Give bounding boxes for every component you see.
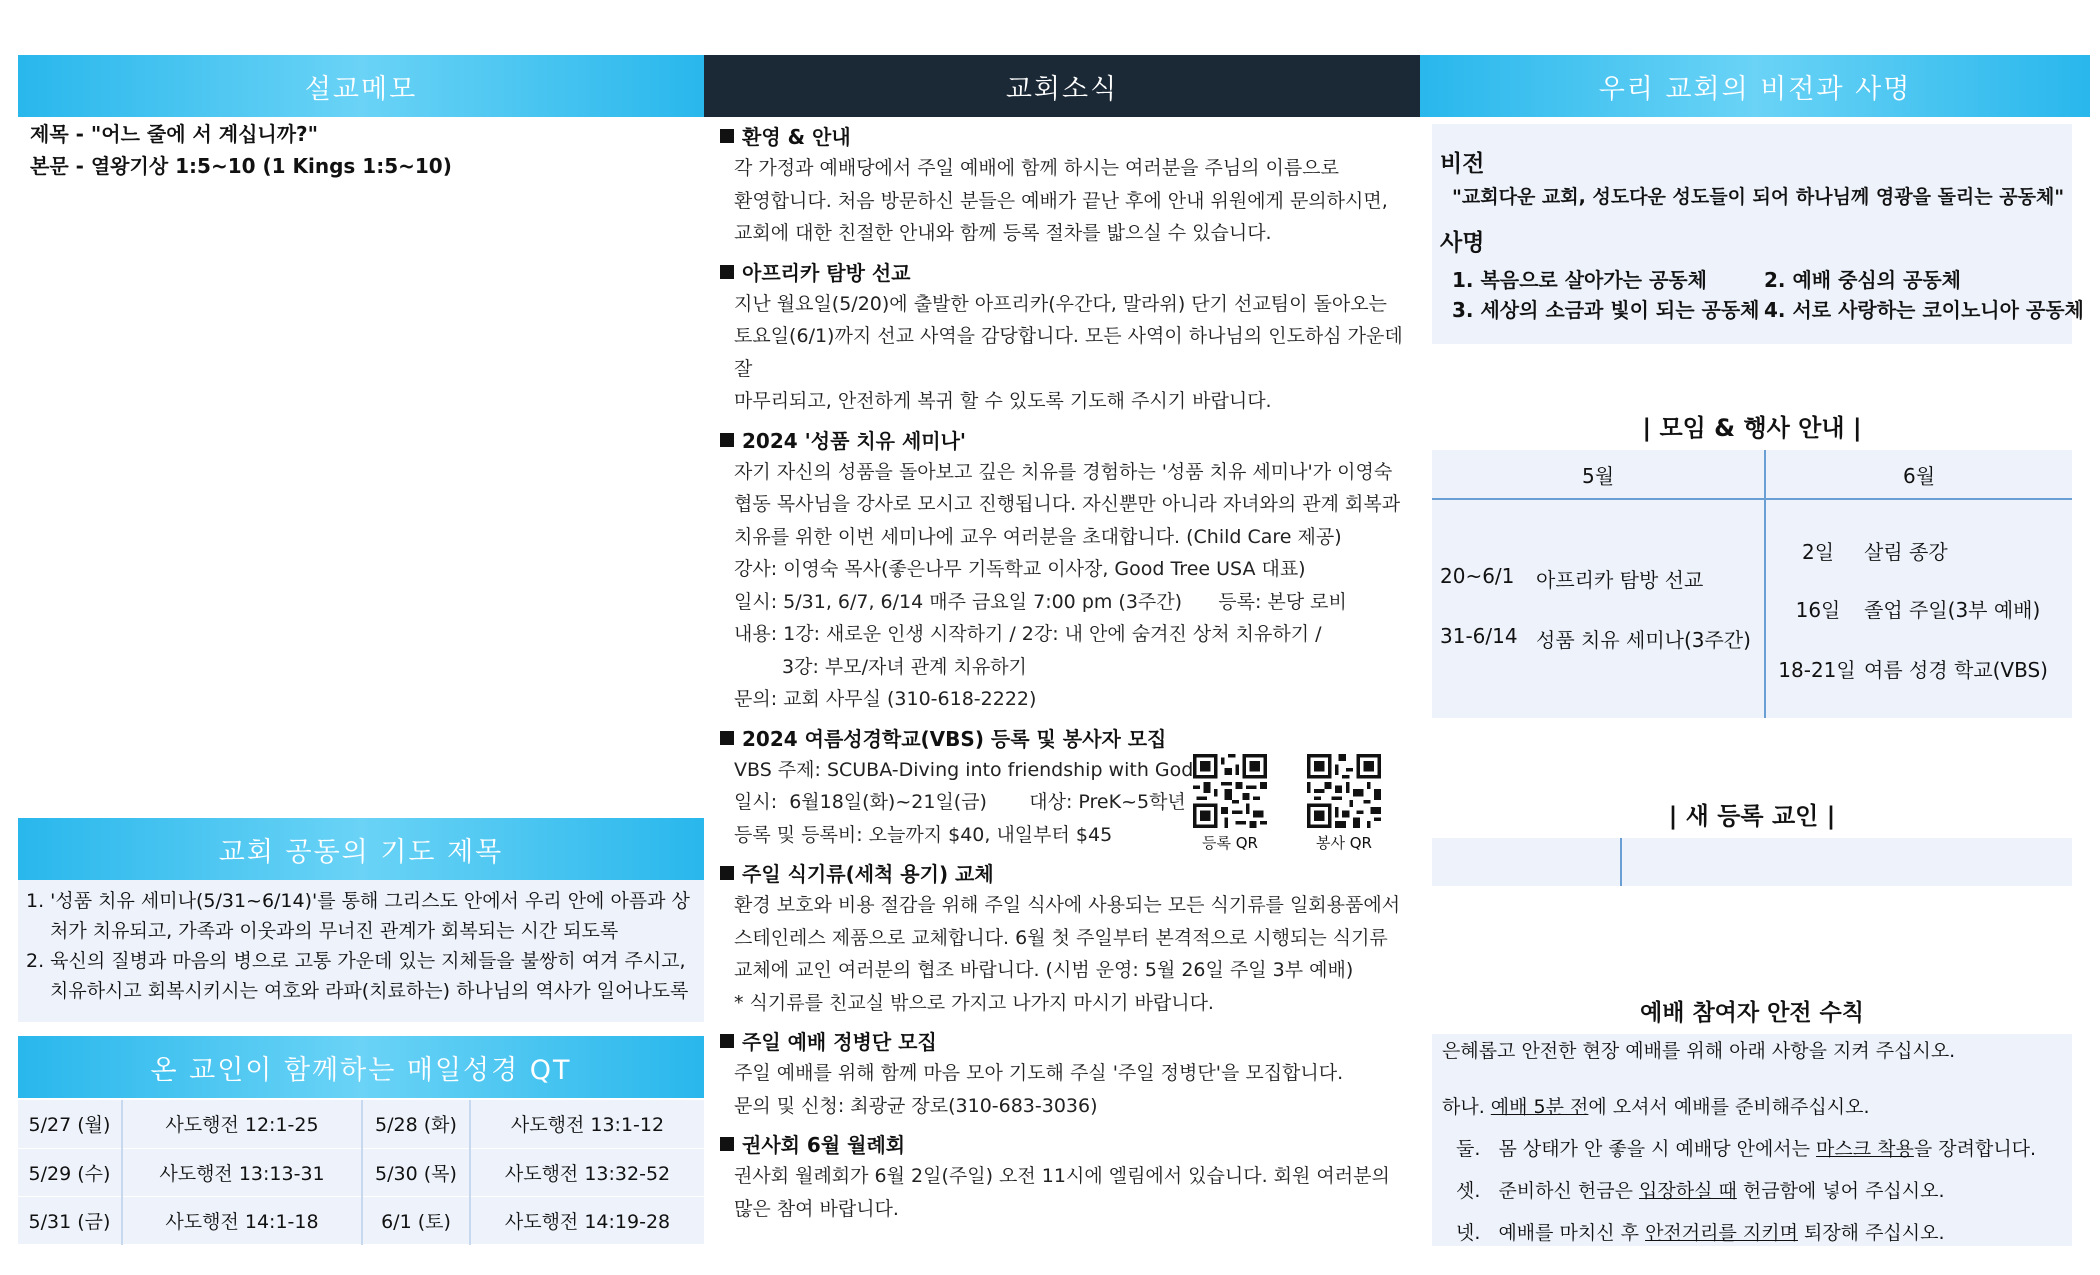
news-line: 지난 월요일(5/20)에 출발한 아프리카(우간다, 말라위) 단기 선교팀이 돌아오는 <box>734 292 1387 315</box>
news-header: 교회소식 <box>704 55 1420 117</box>
volunteer-qr-label: 봉사 QR <box>1316 833 1372 852</box>
qr-code-icon <box>1307 754 1381 828</box>
square-bullet-icon <box>720 1034 734 1048</box>
news-elders <box>720 1130 1410 1225</box>
rule-number: 셋. <box>1456 1180 1481 1202</box>
news-tableware <box>720 859 1410 1019</box>
news-title: 2024 여름성경학교(VBS) 등록 및 봉사자 모집 <box>742 726 1167 751</box>
square-bullet-icon <box>720 1137 734 1151</box>
qt-date: 5/30 (목) <box>362 1148 470 1196</box>
square-bullet-icon <box>720 129 734 143</box>
qt-passage: 사도행전 13:32-52 <box>470 1148 704 1196</box>
sermon-header: 설교메모 <box>18 55 704 117</box>
event-name: 여름 성경 학교(VBS) <box>1864 658 2048 682</box>
mission-label: 사명 <box>1440 230 1485 256</box>
news-line: 스테인레스 제품으로 교체합니다. 6월 첫 주일부터 본격적으로 시행되는 식기류 <box>734 926 1388 949</box>
news-line: 교체에 교인 여러분의 협조 바랍니다. (시범 운영: 5월 26일 주일 3부 예배) <box>734 959 1354 981</box>
qt-date: 5/27 (월) <box>18 1100 122 1148</box>
square-bullet-icon <box>720 433 734 447</box>
news-line: 치유를 위한 이번 세미나에 교우 여러분을 초대합니다. (Child Care 제공) <box>734 525 1342 548</box>
news-line: 환경 보호와 비용 절감을 위해 주일 식사에 사용되는 모든 식기류를 일회용품에서 <box>734 894 1401 916</box>
news-vbs <box>720 724 1410 852</box>
mission-item: 1. 복음으로 살아가는 공동체 <box>1452 268 1707 292</box>
news-africa <box>720 258 1410 418</box>
news-welcome <box>720 122 1410 250</box>
divider <box>1764 450 1766 718</box>
events-title: | 모임 & 행사 안내 | <box>1642 414 1862 442</box>
safety-rule: 둘. 몸 상태가 안 좋을 시 예배당 안에서는 마스크 착용을 장려합니다. <box>1456 1138 2037 1160</box>
news-line: 많은 참여 바랍니다. <box>734 1197 899 1220</box>
volunteer-qr[interactable] <box>1306 754 1382 853</box>
qt-passage: 사도행전 13:13-31 <box>122 1148 362 1196</box>
news-line: 권사회 월례회가 6월 2일(주일) 오전 11시에 엘림에서 있습니다. 회원 여러분의 <box>734 1165 1390 1187</box>
qt-header: 온 교인이 함께하는 매일성경 QT <box>18 1036 704 1098</box>
qt-passage: 사도행전 12:1-25 <box>122 1100 362 1148</box>
event-date: 2일 <box>1801 540 1835 564</box>
event-date: 20~6/1 <box>1440 564 1515 588</box>
event-name: 성품 치유 세미나(3주간) <box>1536 628 1751 652</box>
news-line: 각 가정과 예배당에서 주일 예배에 함께 하시는 여러분을 주님의 이름으로 <box>734 157 1339 179</box>
news-title: 아프리카 탐방 선교 <box>742 260 911 285</box>
news-line: 마무리되고, 안전하게 복귀 할 수 있도록 기도해 주시기 바랍니다. <box>734 390 1272 412</box>
qt-table <box>18 1100 704 1245</box>
vision-label: 비전 <box>1440 151 1485 177</box>
news-title: 주일 예배 정병단 모집 <box>742 1030 937 1054</box>
qt-passage: 사도행전 14:1-18 <box>122 1196 362 1244</box>
register-qr[interactable] <box>1192 754 1268 853</box>
news-line: 주일 예배를 위해 함께 마음 모아 기도해 주실 '주일 정병단'을 모집합니다. <box>734 1062 1344 1084</box>
prayer-item: 1. '성품 치유 세미나(5/31~6/14)'를 통해 그리스도 안에서 우리 안에 아픔과 상처가 치유되고, 가족과 이웃과의 무너진 관계가 회복되는 시간 되도록 <box>26 890 690 942</box>
square-bullet-icon <box>720 265 734 279</box>
event-name: 졸업 주일(3부 예배) <box>1864 598 2041 622</box>
rule-number: 하나. <box>1442 1096 1485 1118</box>
news-line: 등록 및 등록비: 오늘까지 $40, 내일부터 $45 <box>734 823 1113 846</box>
rule-number: 넷. <box>1456 1222 1481 1244</box>
qt-date: 5/28 (화) <box>362 1100 470 1148</box>
safety-intro: 은혜롭고 안전한 현장 예배를 위해 아래 사항을 지켜 주십시오. <box>1442 1040 1956 1062</box>
news-title: 2024 '성품 치유 세미나' <box>742 428 967 453</box>
new-members-table <box>1432 838 2072 886</box>
table-row <box>18 1100 704 1148</box>
news-seminar <box>720 426 1410 716</box>
events-june-header: 6월 <box>1902 464 1936 488</box>
qt-passage: 사도행전 13:1-12 <box>470 1100 704 1148</box>
square-bullet-icon <box>720 731 734 745</box>
event-name: 살림 종강 <box>1864 540 1948 564</box>
mission-item: 3. 세상의 소금과 빛이 되는 공동체 <box>1452 298 1760 322</box>
table-row <box>18 1196 704 1244</box>
safety-rule: 셋. 준비하신 헌금은 입장하실 때 헌금함에 넣어 주십시오. <box>1456 1180 1945 1202</box>
event-date: 16일 <box>1795 598 1841 622</box>
news-line: 협동 목사님을 강사로 모시고 진행됩니다. 자신뿐만 아니라 자녀와의 관계 회복과 <box>734 493 1401 515</box>
rule-number: 둘. <box>1456 1138 1481 1160</box>
news-line: 일시: 5/31, 6/7, 6/14 매주 금요일 7:00 pm (3주간) 등록: 본당 로비 <box>734 590 1347 613</box>
qt-date: 5/29 (수) <box>18 1148 122 1196</box>
news-line: 내용: 1강: 새로운 인생 시작하기 / 2강: 내 안에 숨겨진 상처 치유하기 / <box>734 623 1322 645</box>
sermon-title: 제목 - "어느 줄에 서 계십니까?" <box>30 122 319 146</box>
news-line: 3강: 부모/자녀 관계 치유하기 <box>782 655 1027 678</box>
divider <box>1620 838 1622 886</box>
news-title: 권사회 6월 월례회 <box>742 1133 906 1157</box>
sermon-memo <box>30 118 452 182</box>
news-prayer-team <box>720 1027 1410 1122</box>
news-line: * 식기류를 친교실 밖으로 가지고 나가지 마시기 바랍니다. <box>734 991 1214 1014</box>
event-name: 아프리카 탐방 선교 <box>1536 568 1704 592</box>
divider <box>1432 498 2072 500</box>
register-qr-label: 등록 QR <box>1202 833 1258 852</box>
news-line: VBS 주제: SCUBA-Diving into friendship with God <box>734 758 1194 781</box>
mission-item: 2. 예배 중심의 공동체 <box>1764 268 1961 292</box>
sermon-text: 본문 - 열왕기상 1:5~10 (1 Kings 1:5~10) <box>30 154 452 178</box>
prayer-header: 교회 공동의 기도 제목 <box>18 818 704 880</box>
safety-rule: 넷. 예배를 마치신 후 안전거리를 지키며 퇴장해 주십시오. <box>1456 1222 1945 1244</box>
prayer-list <box>26 886 706 1006</box>
news-line: 토요일(6/1)까지 선교 사역을 감당합니다. 모든 사역이 하나님의 인도하심 가운데 잘 <box>734 325 1403 380</box>
prayer-item: 2. 육신의 질병과 마음의 병으로 고통 가운데 있는 지체들을 불쌍히 여겨 주시고, 치유하시고 회복시키시는 여호와 라파(치료하는) 하나님의 역사가 일어나도록 <box>26 950 689 1002</box>
vision-header: 우리 교회의 비전과 사명 <box>1420 55 2090 117</box>
news-list <box>720 122 1410 1233</box>
safety-rule: 하나. 예배 5분 전에 오셔서 예배를 준비해주십시오. <box>1442 1096 1870 1118</box>
event-date: 18-21일 <box>1778 658 1856 682</box>
news-title: 주일 식기류(세척 용기) 교체 <box>742 862 994 886</box>
news-line: 교회에 대한 친절한 안내와 함께 등록 절차를 밟으실 수 있습니다. <box>734 222 1272 244</box>
qt-date: 5/31 (금) <box>18 1196 122 1244</box>
news-line: 환영합니다. 처음 방문하신 분들은 예배가 끝난 후에 안내 위원에게 문의하시면, <box>734 189 1388 212</box>
news-line: 자기 자신의 성품을 돌아보고 깊은 치유를 경험하는 '성품 치유 세미나'가 이영숙 <box>734 460 1393 483</box>
new-members-title: | 새 등록 교인 | <box>1668 802 1836 830</box>
events-may-header: 5월 <box>1581 464 1615 488</box>
event-date: 31-6/14 <box>1440 624 1518 648</box>
table-row <box>18 1148 704 1196</box>
mission-item: 4. 서로 사랑하는 코이노니아 공동체 <box>1764 298 2084 322</box>
vision-text: "교회다운 교회, 성도다운 성도들이 되어 하나님께 영광을 돌리는 공동체" <box>1452 186 2065 208</box>
qt-passage: 사도행전 14:19-28 <box>470 1196 704 1244</box>
news-line: 일시: 6월18일(화)~21일(금) 대상: PreK~5학년 <box>734 791 1186 813</box>
news-line: 문의 및 신청: 최광균 장로(310-683-3036) <box>734 1094 1098 1117</box>
qt-date: 6/1 (토) <box>362 1196 470 1244</box>
square-bullet-icon <box>720 866 734 880</box>
news-line: 문의: 교회 사무실 (310-618-2222) <box>734 688 1037 710</box>
news-title: 환영 & 안내 <box>742 125 851 149</box>
safety-title: 예배 참여자 안전 수칙 <box>1640 1000 1864 1026</box>
news-line: 강사: 이영숙 목사(좋은나무 기독학교 이사장, Good Tree USA 대표) <box>734 558 1306 580</box>
qr-code-icon <box>1193 754 1267 828</box>
